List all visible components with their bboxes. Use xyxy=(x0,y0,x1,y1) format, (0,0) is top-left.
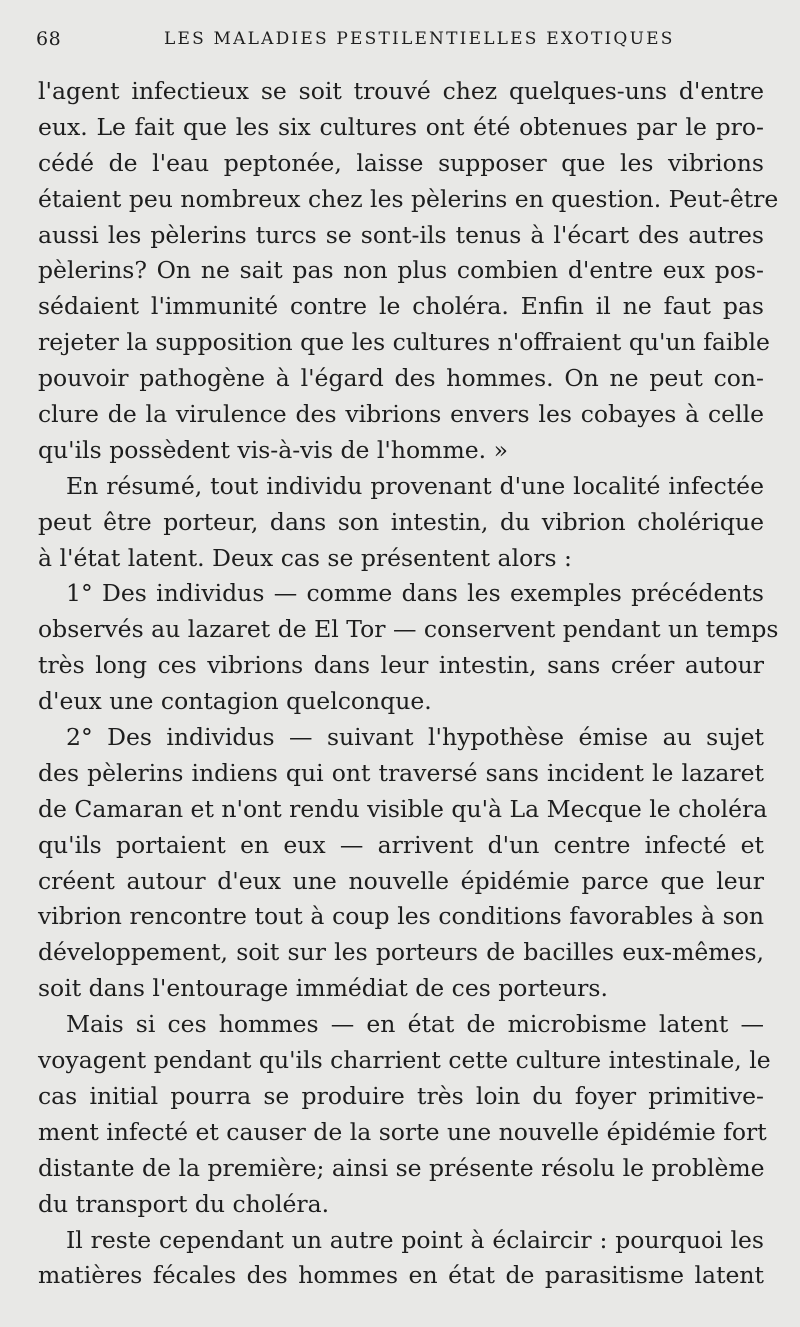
text-line: Mais si ces hommes — en état de microbisme latent — xyxy=(66,1010,764,1039)
text-line: créent autour d'eux une nouvelle épidémie parce que leur xyxy=(38,866,764,895)
paragraph xyxy=(38,469,764,577)
text-line: distante de la première; ainsi se présente résolu le problème xyxy=(38,1153,765,1182)
text-line: à l'état latent. Deux cas se présentent alors : xyxy=(38,543,572,572)
text-line: qu'ils portaient en eux — arrivent d'un centre infecté et xyxy=(38,830,764,859)
text-line: pouvoir pathogène à l'égard des hommes. On ne peut con- xyxy=(38,364,764,393)
text-line: du transport du choléra. xyxy=(38,1189,330,1218)
text-line: des pèlerins indiens qui ont traversé sans incident le lazaret xyxy=(38,758,764,787)
text-line: aussi les pèlerins turcs se sont-ils tenus à l'écart des autres xyxy=(38,220,764,249)
text-line: étaient peu nombreux chez les pèlerins en question. Peut-être xyxy=(38,184,779,213)
paragraph xyxy=(38,720,768,1007)
text-line: pèlerins? On ne sait pas non plus combien d'entre eux pos- xyxy=(38,256,764,285)
text-line: sédaient l'immunité contre le choléra. Enfin il ne faut pas xyxy=(38,292,764,321)
text-line: eux. Le fait que les six cultures ont été obtenues par le pro- xyxy=(38,112,764,141)
text-line: voyagent pendant qu'ils charrient cette culture intestinale, le xyxy=(38,1046,771,1075)
text-line: l'agent infectieux se soit trouvé chez quelques-uns d'entre xyxy=(38,77,764,105)
text-line: En résumé, tout individu provenant d'une localité infectée xyxy=(66,471,764,500)
body-text xyxy=(38,74,779,1294)
text-line: soit dans l'entourage immédiat de ces porteurs. xyxy=(38,974,608,1003)
text-line: cas initial pourra se produire très loin du foyer primitive- xyxy=(38,1081,764,1110)
text-line: de Camaran et n'ont rendu visible qu'à La Mecque le choléra xyxy=(38,794,768,823)
text-line: observés au lazaret de El Tor — conservent pendant un temps xyxy=(38,615,779,644)
text-line: peut être porteur, dans son intestin, du vibrion cholérique xyxy=(38,507,764,536)
text-line: 2° Des individus — suivant l'hypothèse émise au sujet xyxy=(66,723,764,752)
paragraph xyxy=(38,576,779,720)
text-line: vibrion rencontre tout à coup les conditions favorables à son xyxy=(38,902,764,931)
text-line: d'eux une contagion quelconque. xyxy=(38,687,432,716)
text-line: matières fécales des hommes en état de parasitisme latent xyxy=(38,1261,764,1290)
page-header xyxy=(36,28,766,60)
text-line: cédé de l'eau peptonée, laisse supposer que les vibrions xyxy=(38,148,764,177)
text-line: qu'ils possèdent vis-à-vis de l'homme. » xyxy=(38,435,508,464)
page-number: 68 xyxy=(36,28,62,50)
text-line: clure de la virulence des vibrions envers les cobayes à celle xyxy=(38,400,764,429)
paragraph xyxy=(38,1007,771,1222)
text-line: Il reste cependant un autre point à éclaircir : pourquoi les xyxy=(66,1225,764,1254)
text-line: rejeter la supposition que les cultures n'offraient qu'un faible xyxy=(38,328,770,357)
text-line: développement, soit sur les porteurs de bacilles eux-mêmes, xyxy=(38,938,764,967)
text-line: 1° Des individus — comme dans les exemples précédents xyxy=(66,579,764,608)
text-line: ment infecté et causer de la sorte une nouvelle épidémie fort xyxy=(38,1117,767,1146)
paragraph xyxy=(38,1223,764,1295)
running-title: LES MALADIES PESTILENTIELLES EXOTIQUES xyxy=(164,29,675,49)
text-line: très long ces vibrions dans leur intestin, sans créer autour xyxy=(38,651,764,680)
paragraph xyxy=(38,74,779,469)
